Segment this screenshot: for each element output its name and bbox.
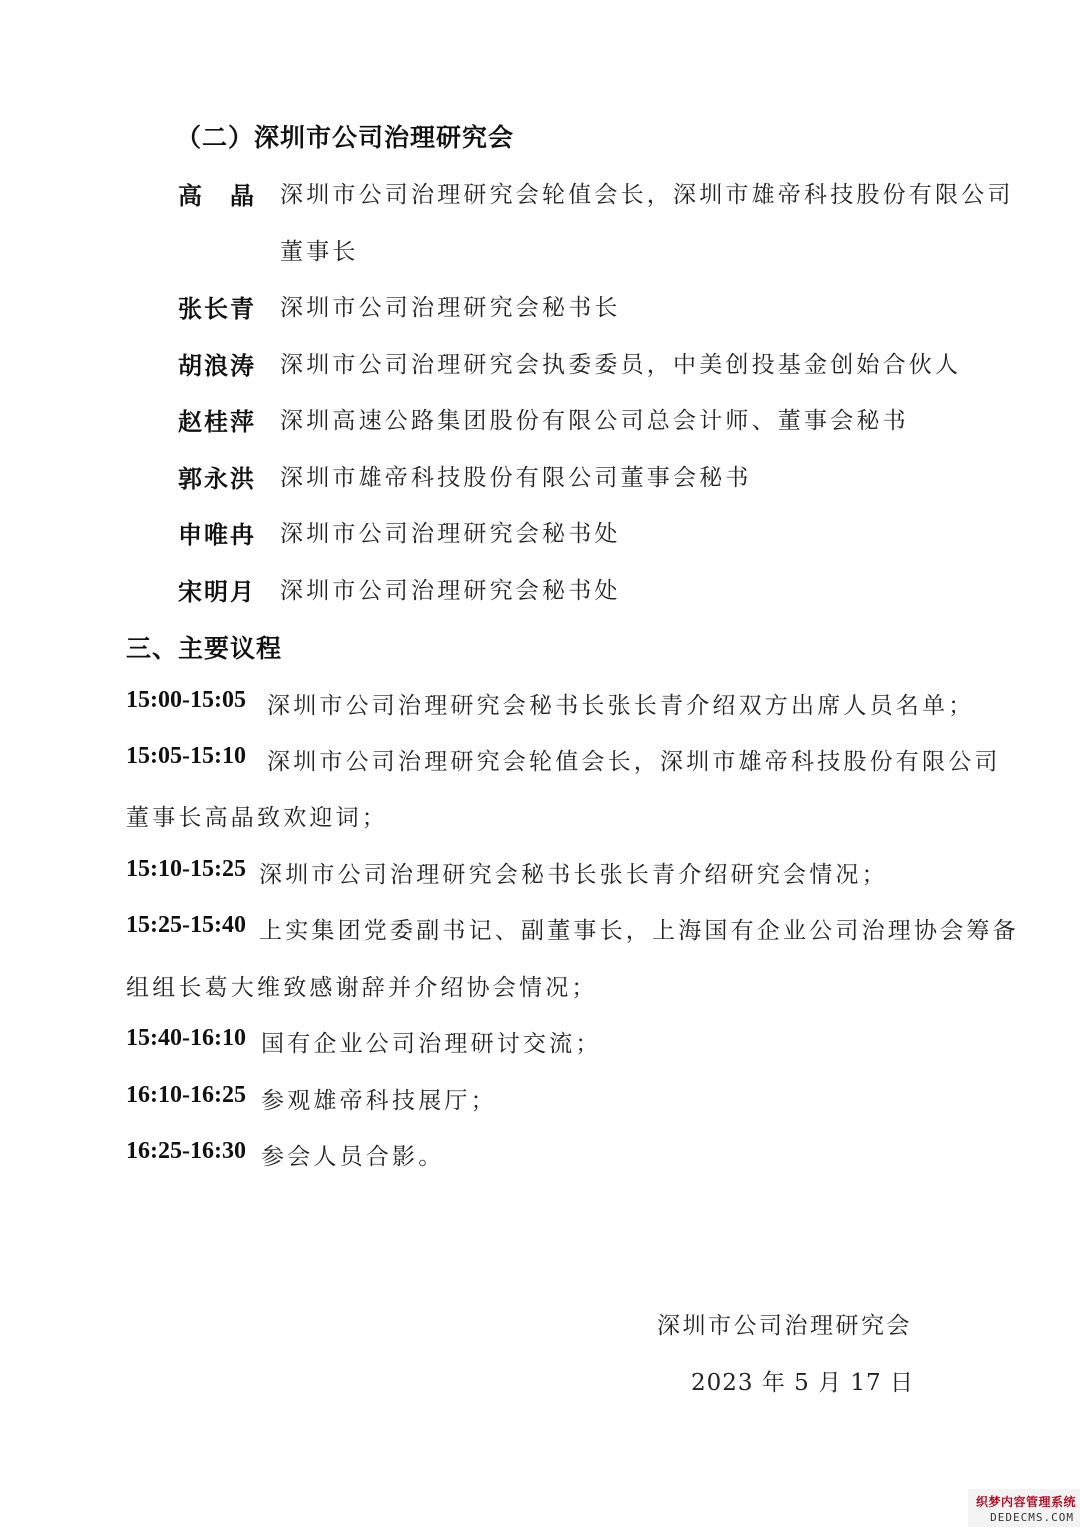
agenda-desc: 深圳市公司治理研究会轮值会长，深圳市雄帝科技股份有限公司	[267, 749, 1001, 775]
member-name: 郭永洪	[178, 465, 256, 493]
agenda-time: 15:40-16:10	[126, 1025, 246, 1051]
member-name: 张长青	[178, 295, 256, 323]
member-desc: 深圳市雄帝科技股份有限公司董事会秘书	[280, 465, 752, 491]
member-desc: 深圳市公司治理研究会执委委员，中美创投基金创始合伙人	[280, 352, 962, 378]
agenda-desc: 参会人员合影。	[261, 1144, 445, 1170]
watermark-title: 织梦内容管理系统	[975, 1495, 1076, 1509]
member-desc: 深圳市公司治理研究会秘书长	[280, 295, 621, 321]
agenda-time: 16:10-16:25	[126, 1082, 246, 1108]
agenda-desc: 深圳市公司治理研究会秘书长张长青介绍研究会情况；	[259, 862, 888, 888]
agenda-desc-cont: 董事长高晶致欢迎词；	[126, 805, 388, 831]
agenda-time: 15:05-15:10	[126, 743, 246, 769]
agenda-time: 15:25-15:40	[126, 912, 246, 938]
section-heading-2: （二）深圳市公司治理研究会	[176, 123, 515, 152]
section-heading-3: 三、主要议程	[126, 634, 283, 663]
signature-org: 深圳市公司治理研究会	[657, 1313, 912, 1339]
member-name: 高 晶	[178, 182, 256, 210]
agenda-time: 15:00-15:05	[126, 687, 246, 713]
member-name: 赵桂萍	[178, 408, 256, 436]
member-desc: 深圳市公司治理研究会秘书处	[280, 578, 621, 604]
member-desc: 深圳市公司治理研究会轮值会长，深圳市雄帝科技股份有限公司	[280, 182, 1014, 208]
watermark	[968, 1489, 1080, 1527]
member-desc-cont: 董事长	[280, 239, 359, 265]
agenda-time: 15:10-15:25	[126, 856, 246, 882]
agenda-desc: 参观雄帝科技展厅；	[261, 1088, 497, 1114]
agenda-desc-cont: 组组长葛大维致感谢辞并介绍协会情况；	[126, 975, 598, 1001]
watermark-domain: DEDECMS.COM	[990, 1511, 1074, 1524]
agenda-desc: 深圳市公司治理研究会秘书长张长青介绍双方出席人员名单；	[267, 693, 975, 719]
member-desc: 深圳市公司治理研究会秘书处	[280, 521, 621, 547]
agenda-desc: 国有企业公司治理研讨交流；	[261, 1031, 602, 1057]
agenda-time: 16:25-16:30	[126, 1138, 246, 1164]
agenda-desc: 上实集团党委副书记、副董事长，上海国有企业公司治理协会筹备	[259, 918, 1019, 944]
member-desc: 深圳高速公路集团股份有限公司总会计师、董事会秘书	[280, 408, 909, 434]
member-name: 宋明月	[178, 578, 256, 606]
member-name: 胡浪涛	[178, 352, 256, 380]
member-name: 申唯冉	[178, 521, 256, 549]
signature-date: 2023 年 5 月 17 日	[691, 1370, 914, 1396]
